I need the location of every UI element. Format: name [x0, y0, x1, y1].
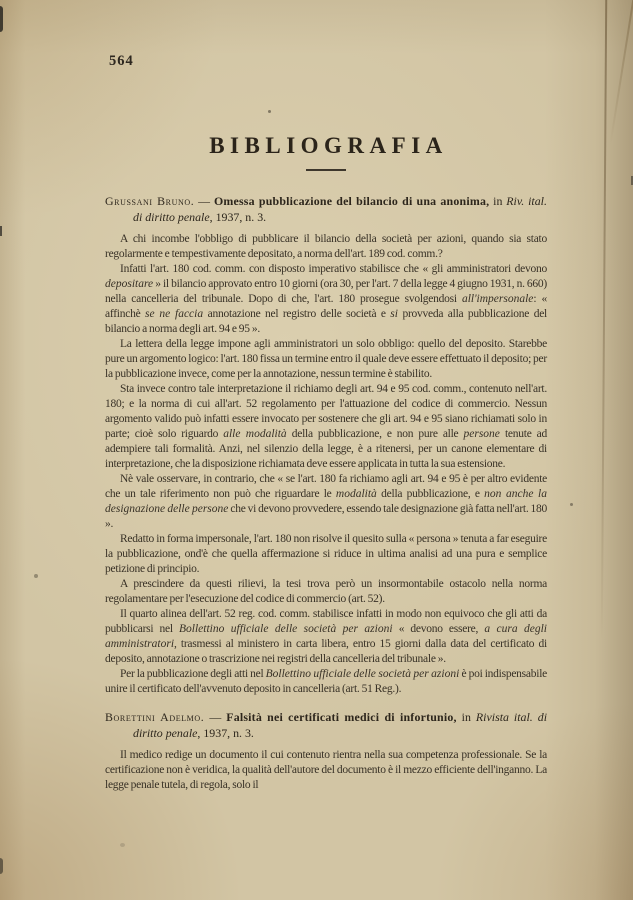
emphasis-text: se ne faccia	[145, 308, 204, 321]
body-paragraph: Il medico redige un documento il cui contenuto rientra nella sua competenza professionale. Se la certificazione non è veridica, la qualità dell'autore del documento è il mezzo efficiente dell'inganno. La legge penale tutela, di regola, solo il	[105, 749, 547, 792]
page-crease	[601, 0, 607, 640]
bibliography-entry	[105, 194, 547, 697]
bibliography-entry	[105, 710, 547, 793]
scan-artifact	[0, 858, 3, 874]
emphasis-text: si	[390, 308, 398, 321]
entry-title: Omessa pubblicazione del bilancio di una anonima,	[213, 194, 490, 208]
page-content	[105, 0, 547, 793]
page-number: 564	[109, 53, 134, 69]
body-paragraph: La lettera della legge impone agli amministratori un solo obbligo: quello del deposito. Starebbe pure un argomento logico: l'art. 180 fissa un termine entro il quale deve essere effettuato il deposito; per la pubblicazione invece, come per la annotazione, nessun termine è stabilito.	[105, 338, 547, 381]
emphasis-text: Bollettino ufficiale delle società per azioni	[179, 623, 393, 636]
body-paragraph: A chi incombe l'obbligo di pubblicare il bilancio della società per azioni, quando sia stato regolarmente e tempestivamente depositato, a norma dell'art. 189 cod. comm.?	[105, 233, 547, 261]
body-paragraph: Redatto in forma impersonale, l'art. 180 non risolve il quesito sulla « persona » tenuta a far eseguire la pubblicazione, ond'è che quella affermazione si riduce in ultima analisi ad una pura e semplice petizione di principio.	[105, 533, 547, 576]
emphasis-text: non anche la designazione delle persone	[105, 488, 548, 516]
body-paragraph: A prescindere da questi rilievi, la tesi trova però un insormontabile ostacolo nella norma regolamentare per l'esecuzione del codice di commercio (art. 52).	[105, 578, 547, 606]
emphasis-text: all'impersonale	[461, 293, 534, 306]
body-paragraph: Sta invece contro tale interpretazione il richiamo degli art. 94 e 95 cod. comm., contenuto nell'art. 180; e la norma di cui all'art. 52 regolamento per l'attuazione del codice di commercio. Nessun argomento valido può infatti essere invocato per sostenere che gli art. 94 e 95 siano richiamati solo in parte; cioè solo riguardo alle modalità della pubblicazione, e non pure alle persone tenute ad adempiere tali formalità. Anzi, nel silenzio della legge, è a ritenersi, per un canone elementare di interpretazione, che la disposizione richiamata deve essere applicata in tutta la sua estensione.	[105, 383, 547, 471]
entry-heading: Borettini Adelmo. — Falsità nei certificati medici di infortunio, in Rivista ital. di diritto penale, 1937, n. 3.	[105, 710, 548, 740]
emphasis-text: a cura degli amministratori	[105, 623, 548, 651]
emphasis-text: modalità	[335, 488, 377, 501]
title-rule	[306, 169, 346, 171]
paper-speck	[34, 574, 38, 578]
page-fold-line	[609, 0, 633, 145]
emphasis-text: Rivista ital. di diritto penale	[133, 710, 548, 740]
paper-speck	[120, 843, 125, 847]
emphasis-text: Riv. ital. di diritto penale	[133, 194, 547, 224]
entry-heading: Grussani Bruno. — Omessa pubblicazione del bilancio di una anonima, in Riv. ital. di diritto penale, 1937, n. 3.	[105, 194, 547, 224]
body-paragraph: Per la pubblicazione degli atti nel Bollettino ufficiale delle società per azioni è poi indispensabile unire il certificato dell'avvenuto deposito in cancelleria (art. 51 Reg.).	[105, 668, 548, 696]
paper-speck	[570, 503, 573, 506]
bibliography-entries	[105, 194, 547, 793]
emphasis-text: alle modalità	[223, 428, 287, 441]
page-title: BIBLIOGRAFIA	[209, 133, 448, 158]
scan-artifact	[0, 6, 3, 32]
body-paragraph: Il quarto alinea dell'art. 52 reg. cod. comm. stabilisce infatti in modo non equivoco che gli atti da pubblicarsi nel Bollettino ufficiale delle società per azioni « devono essere, a cura degli amministratori, trasmessi al ministero in carta libera, entro 15 giorni dalla data del certificato di deposito, annotazione o trascrizione nei registri della cancelleria del tribunale ».	[105, 608, 548, 666]
emphasis-text: persone	[463, 428, 500, 441]
emphasis-text: depositare	[105, 278, 154, 291]
body-paragraph: Infatti l'art. 180 cod. comm. con disposto imperativo stabilisce che « gli amministratori devono depositare » il bilancio approvato entro 10 giorni (ora 30, per l'art. 7 della legge 4 giugno 1931, n. 660) nella cancelleria del tribunale. Dopo di che, l'art. 180 prosegue svolgendosi all'impersonale: « affinchè se ne faccia annotazione nel registro delle società e si provveda alla pubblicazione del bilancio a norma degli art. 94 e 95 ».	[105, 263, 547, 336]
entry-author: Grussani Bruno.	[105, 194, 195, 208]
entry-title: Falsità nei certificati medici di infortunio,	[226, 710, 457, 725]
emphasis-text: Bollettino ufficiale delle società per azioni	[265, 668, 460, 681]
scan-artifact	[0, 226, 2, 236]
body-paragraph: Nè vale osservare, in contrario, che « se l'art. 180 fa richiamo agli art. 94 e 95 è per altro evidente che un tale riferimento non può che riguardare le modalità della pubblicazione, e non anche la designazione delle persone che vi devono provvedere, essendo tale designazione già fatta nell'art. 180 ».	[105, 473, 548, 531]
entry-author: Borettini Adelmo.	[105, 710, 205, 725]
